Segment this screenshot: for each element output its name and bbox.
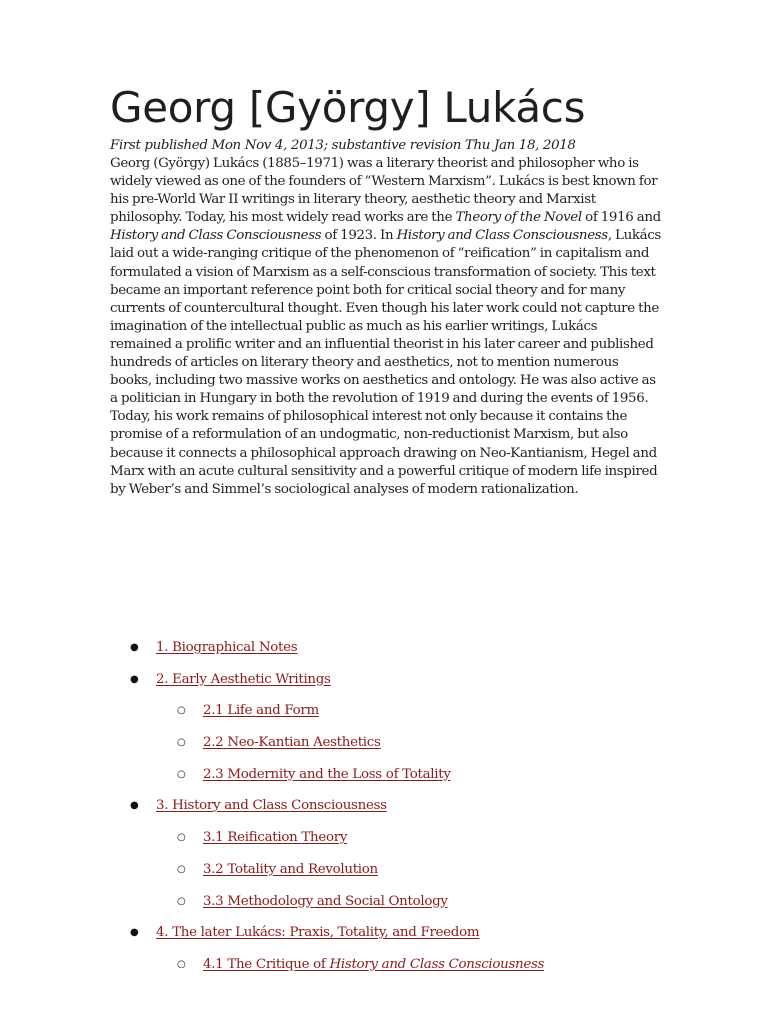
toc-item bbox=[110, 670, 710, 702]
abstract-text-4: , Lukács laid out a wide-ranging critique of the phenomenon of “reification” in capitalism and formulated a vision of Marxism as a self-conscious transformation of society. This text became an important reference point both for critical social theory and for many currents of countercultural thought. Even though his later work could not capture the imagination of the intellectual public as much as his earlier writings, Lukács remained a prolific writer and an influential theorist in his later career and published hundreds of articles on literary theory and aesthetics, not to mention numerous books, including two massive works on aesthetics and ontology. He was also active as a politician in Hungary in both the revolution of 1919 and during the events of 1956. Today, his work remains of philosophical interest not only because it contains the promise of a reformulation of an undogmatic, non-reductionist Marxism, but also because it connects a philosophical approach drawing on Neo-Kantianism, Hegel and Marx with an acute cultural sensitivity and a powerful critique of modern life inspired by Weber’s and Simmel’s sociological analyses of modern rationalization. bbox=[110, 228, 661, 497]
toc-link[interactable] bbox=[203, 828, 347, 848]
toc-item bbox=[110, 892, 710, 924]
bullet-circle-icon: ○ bbox=[177, 768, 186, 780]
toc-item bbox=[110, 733, 710, 765]
toc-link[interactable] bbox=[203, 733, 381, 753]
abstract-text-1: Georg (György) Lukács (1885–1971) was a literary theorist and philosopher who is widely viewed as one of the founders of “Western Marxism”. Lukács is best known for his pre-World War II writings in literary theory, aesthetic theory and Marxist philosophy. Today, his most widely read works are the bbox=[110, 156, 658, 226]
toc-item bbox=[110, 860, 710, 892]
bullet-circle-icon: ○ bbox=[177, 958, 186, 970]
toc-link-label: 2.2 Neo-Kantian Aesthetics bbox=[203, 735, 381, 751]
toc-link-label: 2.3 Modernity and the Loss of Totality bbox=[203, 766, 451, 782]
toc-item bbox=[110, 796, 710, 828]
abstract-text-2: of 1916 and bbox=[581, 210, 661, 226]
bullet-circle-icon: ○ bbox=[177, 737, 186, 749]
toc-item bbox=[110, 765, 710, 797]
toc-item bbox=[110, 828, 710, 860]
bullet-disc-icon: ● bbox=[130, 642, 139, 653]
bullet-circle-icon: ○ bbox=[177, 705, 186, 717]
toc-link[interactable] bbox=[156, 796, 387, 816]
toc-link-label: 3.1 Reification Theory bbox=[203, 830, 348, 846]
toc-link[interactable] bbox=[156, 638, 297, 658]
toc-link-label: 1. Biographical Notes bbox=[156, 640, 298, 655]
publication-info: First published Mon Nov 4, 2013; substantive revision Thu Jan 18, 2018 bbox=[110, 138, 576, 153]
table-of-contents bbox=[110, 638, 710, 987]
toc-link-label: 4. The later Lukács: Praxis, Totality, and Freedom bbox=[156, 925, 480, 941]
toc-link[interactable] bbox=[156, 670, 331, 690]
toc-item bbox=[110, 955, 710, 987]
toc-link-label: 3.2 Totality and Revolution bbox=[203, 861, 378, 877]
toc-link[interactable] bbox=[203, 955, 544, 975]
toc-link[interactable] bbox=[156, 923, 479, 943]
toc-link-label: 4.1 The Critique of bbox=[203, 956, 330, 972]
bullet-disc-icon: ● bbox=[130, 673, 139, 685]
toc-link-label: 3.3 Methodology and Social Ontology bbox=[203, 893, 448, 909]
article-body bbox=[110, 83, 662, 972]
abstract-italic-theory-of-the-novel: Theory of the Novel bbox=[455, 210, 582, 226]
page-title: Georg [György] Lukács bbox=[110, 83, 586, 132]
toc-item bbox=[110, 638, 710, 670]
bullet-circle-icon: ○ bbox=[177, 895, 186, 907]
toc-link-label: 2. Early Aesthetic Writings bbox=[156, 671, 331, 687]
abstract-italic-history-class-2: History and Class Consciousness bbox=[396, 228, 608, 244]
bullet-disc-icon: ● bbox=[130, 927, 139, 939]
bullet-circle-icon: ○ bbox=[177, 832, 186, 844]
toc-item bbox=[110, 923, 710, 955]
abstract-paragraph bbox=[110, 155, 662, 499]
toc-link-italic: History and Class Consciousness bbox=[329, 956, 545, 972]
abstract-italic-history-class-1: History and Class Consciousness bbox=[110, 228, 322, 244]
toc-link[interactable] bbox=[203, 765, 451, 785]
toc-link-label: 2.1 Life and Form bbox=[203, 703, 319, 719]
bullet-disc-icon: ● bbox=[130, 800, 139, 812]
bullet-circle-icon: ○ bbox=[177, 863, 186, 875]
toc-link[interactable] bbox=[203, 701, 319, 721]
abstract-text-3: of 1923. In bbox=[321, 228, 397, 244]
toc-link[interactable] bbox=[203, 860, 378, 880]
toc-item bbox=[110, 701, 710, 733]
toc-link[interactable] bbox=[203, 892, 448, 912]
toc-link-label: 3. History and Class Consciousness bbox=[156, 798, 387, 814]
